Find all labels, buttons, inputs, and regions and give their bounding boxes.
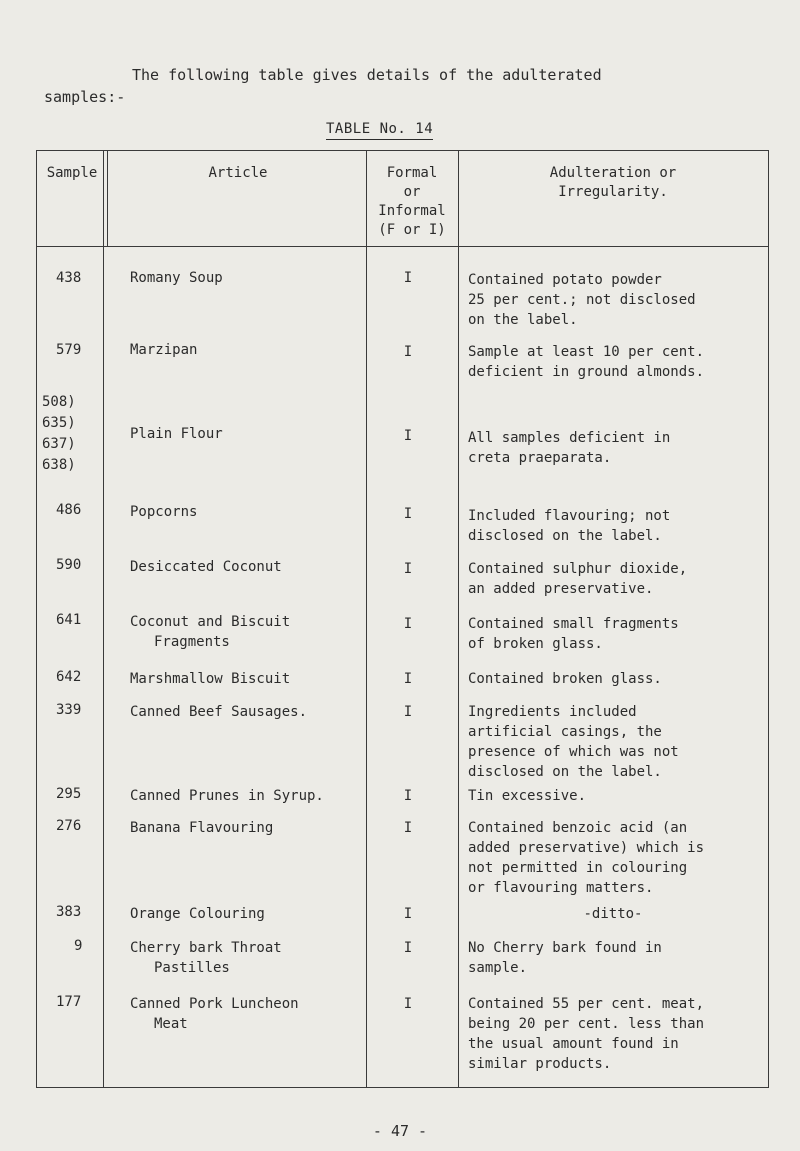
sample-number: 276 [56,818,82,834]
adulteration-text [468,669,768,689]
article-line: Canned Pork Luncheon [130,996,299,1012]
sample-number: 642 [56,669,82,685]
formal-flag: I [403,561,413,577]
formal-flag: I [403,996,413,1012]
sample-number: 438 [56,270,82,286]
sample-number: 637) [42,436,76,452]
sample-number: 590 [56,557,82,573]
formal-flag: I [403,270,413,286]
formal-flag: I [403,788,413,804]
adulteration-line: deficient in ground almonds. [468,364,705,380]
intro-line-2: samples:- [44,88,126,106]
adulteration-text [468,506,768,546]
article-name: Canned Beef Sausages. [130,704,308,720]
article-line: Fragments [154,634,230,650]
formal-flag: I [403,671,413,687]
adulteration-line: Contained benzoic acid (an [468,820,688,836]
adulteration-line: 25 per cent.; not disclosed [468,292,696,308]
adulteration-text [468,702,768,782]
header-formal-line-2: or [403,184,421,200]
adulteration-text [468,818,768,898]
adulteration-text [468,428,768,468]
header-bottom-border [36,246,769,247]
sample-number: 638) [42,457,76,473]
article-name [130,612,360,652]
sample-number: 635) [42,415,76,431]
adulteration-text [468,786,768,806]
adulteration-line: on the label. [468,312,578,328]
adulteration-text [458,904,768,924]
adulteration-text [468,614,768,654]
adulteration-line: not permitted in colouring [468,860,688,876]
header-formal [366,164,458,240]
adulteration-line: Contained small fragments [468,616,679,632]
adulteration-line: disclosed on the label. [468,764,662,780]
article-column-divider [366,150,367,1088]
sample-number: 177 [56,994,82,1010]
adulteration-line: Included flavouring; not [468,508,671,524]
adulteration-line: sample. [468,960,528,976]
adulteration-text [468,994,768,1074]
adulteration-text [468,559,768,599]
adulteration-line: the usual amount found in [468,1036,679,1052]
adulteration-text [468,938,768,978]
adulteration-line: Contained potato powder [468,272,662,288]
header-formal-line-3: Informal [378,203,446,219]
adulteration-line: Ingredients included [468,704,637,720]
sample-column-divider [103,150,104,1088]
intro-paragraph [44,64,724,108]
article-name: Canned Prunes in Syrup. [130,788,324,804]
article-name: Marshmallow Biscuit [130,671,291,687]
formal-flag: I [403,428,413,444]
sample-number: 579 [56,342,82,358]
table-title-text: TABLE No. 14 [326,121,434,137]
article-name: Plain Flour [130,426,223,442]
header-article: Article [208,165,268,181]
sample-number: 641 [56,612,82,628]
sample-number: 9 [74,938,83,954]
formal-flag: I [403,616,413,632]
sample-number: 339 [56,702,82,718]
header-adulteration [458,164,768,202]
sample-number: 508) [42,394,76,410]
adulteration-line: disclosed on the label. [468,528,662,544]
adulteration-line: artificial casings, the [468,724,662,740]
article-name [130,994,360,1034]
sample-number-group [42,392,76,476]
sample-column-divider-inner [107,150,108,247]
table-bottom-border [36,1087,769,1088]
sample-number: 383 [56,904,82,920]
sample-number: 295 [56,786,82,802]
table-right-border [768,150,769,1088]
adulteration-line: Sample at least 10 per cent. [468,344,705,360]
adulteration-line: Contained 55 per cent. meat, [468,996,705,1012]
adulteration-line: added preservative) which is [468,840,705,856]
intro-line-1: The following table gives details of the adulterated [132,66,602,84]
adulteration-line: Contained broken glass. [468,671,662,687]
adulteration-line: creta praeparata. [468,450,612,466]
adulteration-line: Tin excessive. [468,788,587,804]
article-name: Romany Soup [130,270,223,286]
formal-column-divider [458,150,459,1088]
article-line: Pastilles [154,960,230,976]
formal-flag: I [403,506,413,522]
adulteration-line: or flavouring matters. [468,880,654,896]
adulteration-text [468,342,768,382]
adulteration-text [468,270,768,330]
adulteration-line: No Cherry bark found in [468,940,662,956]
adulteration-line: presence of which was not [468,744,679,760]
article-name: Marzipan [130,342,198,358]
header-formal-line-1: Formal [386,165,438,181]
article-name: Desiccated Coconut [130,559,282,575]
formal-flag: I [403,704,413,720]
formal-flag: I [403,344,413,360]
article-line: Cherry bark Throat [130,940,282,956]
page-number: - 47 - [372,1122,428,1140]
header-adulteration-line-2: Irregularity. [558,184,668,200]
formal-flag: I [403,906,413,922]
article-line: Meat [154,1016,188,1032]
adulteration-line: Contained sulphur dioxide, [468,561,688,577]
article-name: Banana Flavouring [130,820,274,836]
article-name: Orange Colouring [130,906,265,922]
adulteration-line: of broken glass. [468,636,603,652]
formal-flag: I [403,940,413,956]
sample-number: 486 [56,502,82,518]
header-formal-line-4: (F or I) [378,222,446,238]
article-line: Coconut and Biscuit [130,614,291,630]
adulteration-line: being 20 per cent. less than [468,1016,705,1032]
article-name: Popcorns [130,504,198,520]
header-sample: Sample [46,165,98,181]
adulteration-line: All samples deficient in [468,430,671,446]
adulteration-line: -ditto- [583,906,643,922]
table-title [326,121,433,137]
formal-flag: I [403,820,413,836]
table-title-underline [326,139,433,140]
header-adulteration-line-1: Adulteration or [549,165,677,181]
adulteration-line: an added preservative. [468,581,654,597]
table-top-border [36,150,769,151]
adulteration-line: similar products. [468,1056,612,1072]
article-name [130,938,360,978]
table-left-border [36,150,37,1088]
